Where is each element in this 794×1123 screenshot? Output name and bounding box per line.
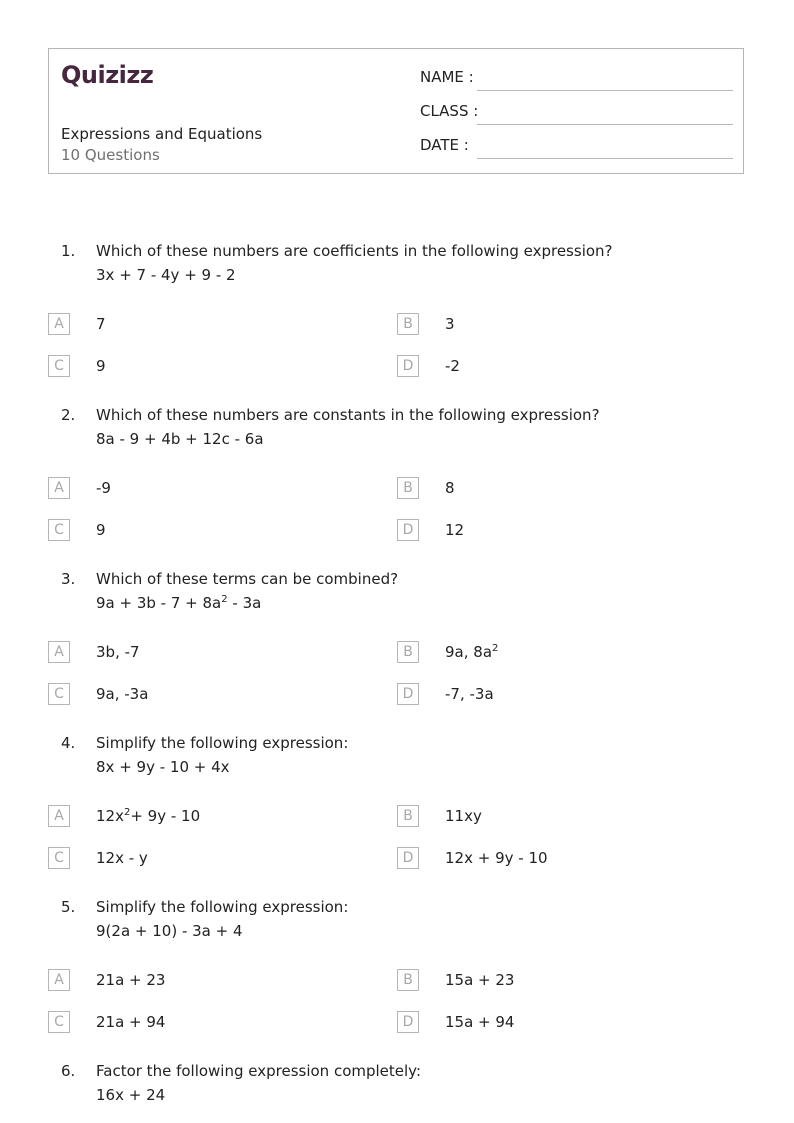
option-d-text: -2	[445, 357, 460, 375]
option-b-box[interactable]: B	[397, 477, 419, 499]
question-text: Which of these numbers are coefficients in the following expression?	[96, 242, 613, 260]
option-d-box[interactable]: D	[397, 355, 419, 377]
option-b-text: 3	[445, 315, 455, 333]
class-line[interactable]	[477, 124, 733, 125]
quizizz-logo: Quizizz	[61, 61, 154, 89]
question-text: Simplify the following expression:	[96, 898, 349, 916]
name-line[interactable]	[477, 90, 733, 91]
option-a-text: 3b, -7	[96, 643, 140, 661]
worksheet-title: Expressions and Equations	[61, 125, 263, 143]
option-c-box[interactable]: C	[48, 355, 70, 377]
option-d-text: 15a + 94	[445, 1013, 515, 1031]
option-a-text: 7	[96, 315, 106, 333]
option-part: 12x	[96, 807, 124, 825]
option-b-box[interactable]: B	[397, 805, 419, 827]
option-b-text	[445, 643, 498, 661]
option-d-box[interactable]: D	[397, 519, 419, 541]
exponent: 2	[123, 807, 131, 818]
option-d-text: 12x + 9y - 10	[445, 849, 548, 867]
question-expression	[96, 594, 261, 612]
option-part: + 9y - 10	[130, 807, 201, 825]
option-c-box[interactable]: C	[48, 519, 70, 541]
option-c-box[interactable]: C	[48, 847, 70, 869]
option-a-box[interactable]: A	[48, 477, 70, 499]
question-expression: 3x + 7 - 4y + 9 - 2	[96, 266, 236, 284]
question-number: 2.	[61, 406, 76, 424]
question-text: Factor the following expression completely:	[96, 1062, 422, 1080]
option-a-text: -9	[96, 479, 111, 497]
question-number: 1.	[61, 242, 76, 260]
question-text: Which of these terms can be combined?	[96, 570, 399, 588]
option-b-text: 15a + 23	[445, 971, 515, 989]
question-expression: 8x + 9y - 10 + 4x	[96, 758, 230, 776]
date-label: DATE :	[420, 136, 469, 154]
question-count: 10 Questions	[61, 146, 160, 164]
name-label: NAME :	[420, 68, 474, 86]
option-c-text: 9	[96, 357, 106, 375]
expression-part: - 3a	[227, 594, 262, 612]
question-expression: 16x + 24	[96, 1086, 166, 1104]
question-text: Simplify the following expression:	[96, 734, 349, 752]
question-number: 5.	[61, 898, 76, 916]
option-b-text: 11xy	[445, 807, 482, 825]
option-part: 9a, 8a	[445, 643, 493, 661]
option-d-text: -7, -3a	[445, 685, 494, 703]
question-text: Which of these numbers are constants in the following expression?	[96, 406, 600, 424]
option-a-text: 21a + 23	[96, 971, 166, 989]
exponent: 2	[492, 643, 499, 654]
question-expression: 8a - 9 + 4b + 12c - 6a	[96, 430, 264, 448]
question-number: 4.	[61, 734, 76, 752]
expression-part: 9a + 3b - 7 + 8a	[96, 594, 222, 612]
option-c-text: 12x - y	[96, 849, 148, 867]
option-d-box[interactable]: D	[397, 683, 419, 705]
question-expression: 9(2a + 10) - 3a + 4	[96, 922, 243, 940]
option-a-box[interactable]: A	[48, 969, 70, 991]
class-label: CLASS :	[420, 102, 479, 120]
option-a-box[interactable]: A	[48, 641, 70, 663]
option-c-text: 21a + 94	[96, 1013, 166, 1031]
option-c-text: 9a, -3a	[96, 685, 149, 703]
option-d-box[interactable]: D	[397, 1011, 419, 1033]
option-b-box[interactable]: B	[397, 969, 419, 991]
worksheet-header	[48, 48, 744, 174]
option-a-box[interactable]: A	[48, 805, 70, 827]
option-c-box[interactable]: C	[48, 683, 70, 705]
option-d-box[interactable]: D	[397, 847, 419, 869]
option-b-box[interactable]: B	[397, 641, 419, 663]
question-number: 3.	[61, 570, 76, 588]
option-a-box[interactable]: A	[48, 313, 70, 335]
exponent: 2	[221, 594, 228, 605]
question-number: 6.	[61, 1062, 76, 1080]
option-d-text: 12	[445, 521, 465, 539]
option-b-box[interactable]: B	[397, 313, 419, 335]
option-c-text: 9	[96, 521, 106, 539]
option-a-text	[96, 807, 200, 825]
date-line[interactable]	[477, 158, 733, 159]
option-b-text: 8	[445, 479, 455, 497]
option-c-box[interactable]: C	[48, 1011, 70, 1033]
